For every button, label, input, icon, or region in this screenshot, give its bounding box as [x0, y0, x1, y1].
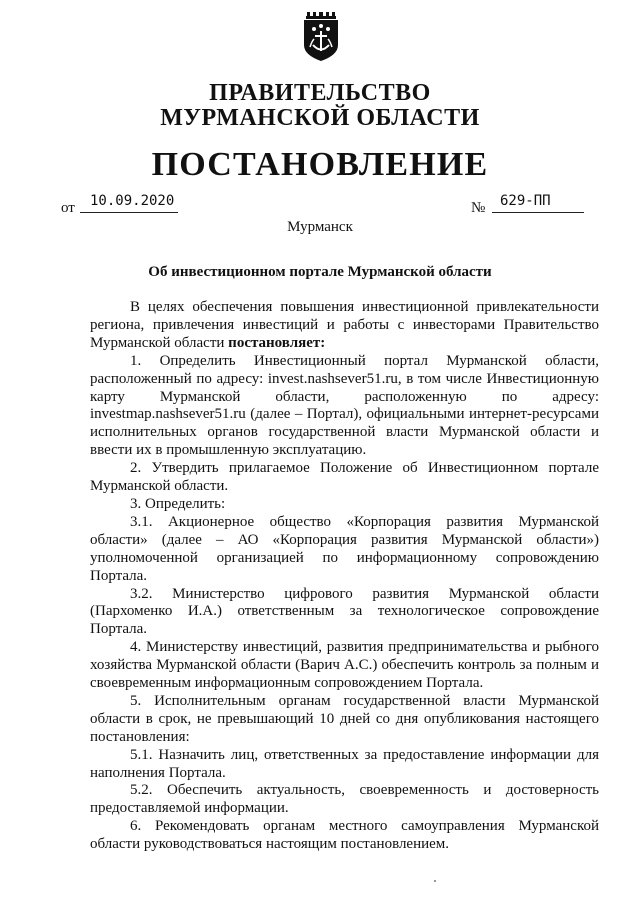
paragraph-item: 1. Определить Инвестиционный портал Мурманской области, расположенный по адресу: invest.nashsever51.ru, в том числе Инвестиционную карту Мурманской области, расположенную по адресу: investmap.nashsever51.ru (далее – Портал), официальными интернет-ресурсами исполнительных органов государственной власти Мурманской области и ввести их в промышленную эксплуатацию.	[90, 352, 599, 459]
government-name-line2: МУРМАНСКОЙ ОБЛАСТИ	[160, 105, 480, 131]
government-name-line1: ПРАВИТЕЛЬСТВО	[209, 80, 431, 106]
number-label: №	[471, 200, 486, 216]
scan-speck	[434, 880, 436, 882]
document-body	[90, 299, 599, 854]
city: Мурманск	[287, 219, 353, 235]
preamble-text: В целях обеспечения повышения инвестиционной привлекательности региона, привлечения инвестиций и работы с инвесторами Правительство Мурманской области	[90, 299, 599, 351]
document-date: 10.09.2020	[90, 193, 175, 209]
document-type: ПОСТАНОВЛЕНИЕ	[151, 146, 489, 183]
coat-of-arms-icon	[302, 9, 340, 63]
date-label: от	[61, 200, 75, 216]
paragraph-item: 5.1. Назначить лиц, ответственных за предоставление информации для наполнения Портала.	[90, 746, 599, 781]
preamble-paragraph	[90, 299, 599, 353]
paragraph-item: 4. Министерству инвестиций, развития предпринимательства и рыбного хозяйства Мурманской области (Варич А.С.) обеспечить контроль за полным и своевременным информационным сопровождением Портала.	[90, 639, 599, 692]
paragraph-item: 6. Рекомендовать органам местного самоуправления Мурманской области руководствоваться настоящим постановлением.	[90, 818, 599, 853]
date-underline	[80, 212, 178, 213]
paragraph-item: 3.1. Акционерное общество «Корпорация развития Мурманской области» (далее – АО «Корпорация развития Мурманской области») уполномоченной организацией по информационному сопровождению Портала.	[90, 513, 599, 584]
paragraph-item: 2. Утвердить прилагаемое Положение об Инвестиционном портале Мурманской области.	[90, 460, 599, 495]
number-underline	[492, 212, 584, 213]
document-number: 629-ПП	[500, 193, 551, 209]
paragraph-item: 3.2. Министерство цифрового развития Мурманской области (Пархоменко И.А.) ответственным за технологическое сопровождение Портала.	[90, 585, 599, 638]
document-title: Об инвестиционном портале Мурманской области	[148, 264, 492, 280]
paragraph-item: 5. Исполнительным органам государственной власти Мурманской области в срок, не превышающий 10 дней со дня опубликования настоящего постановления:	[90, 692, 599, 745]
paragraph-item: 3. Определить:	[130, 495, 226, 512]
decree-colon: :	[320, 334, 326, 351]
decree-word: постановляет	[228, 334, 321, 351]
paragraph-item: 5.2. Обеспечить актуальность, своевременность и достоверность предоставляемой информации.	[90, 782, 599, 817]
